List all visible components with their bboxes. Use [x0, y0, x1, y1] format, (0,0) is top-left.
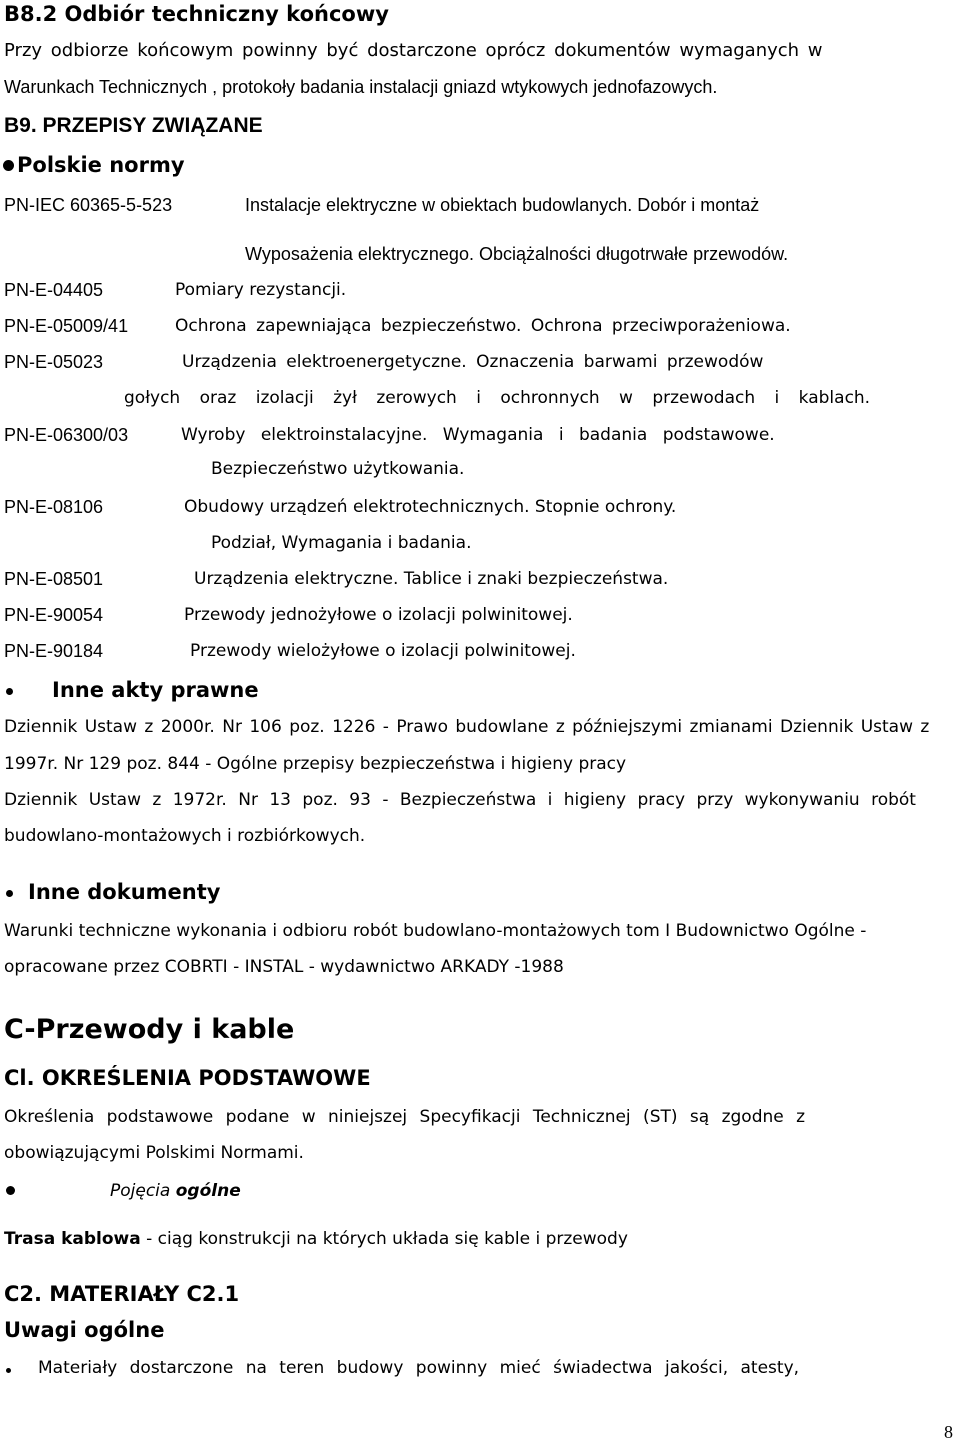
text: Dziennik Ustaw z 2000r. Nr 106 poz. 1226 - Prawo budowlane z późniejszymi zmianami Dziennik Ustaw z: [4, 717, 930, 737]
paragraph-line: Warunkach Technicznych , protokoły badania instalacji gniazd wtykowych jednofazowych.: [4, 77, 718, 97]
subheading-other-docs: Inne dokumenty: [28, 880, 221, 904]
section-heading-b8-2: B8.2 Odbiór techniczny końcowy: [4, 2, 389, 26]
paragraph-line: budowlano-montażowych i rozbiórkowych.: [4, 826, 366, 846]
definition-term: Trasa kablowa: [4, 1229, 141, 1249]
paragraph-line: obowiązującymi Polskimi Normami.: [4, 1143, 304, 1163]
paragraph-line: Warunki techniczne wykonania i odbioru robót budowlano-montażowych tom I Budownictwo Ogólne -: [4, 921, 867, 941]
bullet-icon: [6, 1368, 11, 1373]
bullet-icon: [6, 1186, 15, 1195]
concepts-word: Pojęcia: [110, 1181, 171, 1201]
norm-description: Pomiary rezystancji.: [175, 280, 347, 300]
section-heading-c2: C2. MATERIAŁY C2.1: [4, 1282, 240, 1306]
definition-line: [4, 1231, 628, 1248]
subheading-polish-norms: Polskie normy: [17, 153, 185, 177]
bullet-icon: [6, 890, 13, 897]
bullet-icon: [3, 160, 14, 171]
bullet-icon: [6, 688, 13, 695]
paragraph-line: Określenia podstawowe podane w niniejszej Specyfikacji Technicznej (ST) są zgodne z: [4, 1107, 806, 1127]
norm-code: PN-E-04405: [4, 280, 104, 300]
paragraph-line: [4, 719, 949, 736]
norm-code: PN-E-06300/03: [4, 425, 129, 445]
norm-description: Wyposażenia elektrycznego. Obciążalności długotrwałe przewodów.: [245, 244, 789, 264]
norm-description: Przewody wielożyłowe o izolacji polwinitowej.: [190, 641, 576, 661]
concepts-word-bold: ogólne: [175, 1181, 241, 1201]
norm-description: Urządzenia elektryczne. Tablice i znaki bezpieczeństwa.: [194, 569, 669, 589]
norm-description: Bezpieczeństwo użytkowania.: [211, 459, 465, 479]
norm-code: PN-E-08106: [4, 497, 104, 517]
norm-code: PN-E-08501: [4, 569, 104, 589]
section-heading-b9: B9. PRZEPISY ZWIĄZANE: [4, 114, 263, 137]
norm-description: Podział, Wymagania i badania.: [211, 533, 472, 553]
norm-code: PN-IEC 60365-5-523: [4, 195, 173, 215]
paragraph-line: opracowane przez COBRTI - INSTAL - wydawnictwo ARKADY -1988: [4, 957, 564, 977]
norm-description: Przewody jednożyłowe o izolacji polwinitowej.: [184, 605, 573, 625]
paragraph-line: Dziennik Ustaw z 1972r. Nr 13 poz. 93 - Bezpieczeństwa i higieny pracy przy wykonywaniu robót: [4, 790, 916, 810]
page-number: 8: [944, 1422, 953, 1442]
paragraph-line: 1997r. Nr 129 poz. 844 - Ogólne przepisy bezpieczeństwa i higieny pracy: [4, 754, 627, 774]
norm-code: PN-E-05023: [4, 352, 104, 372]
chapter-heading-c: C-Przewody i kable: [4, 1014, 295, 1045]
paragraph-line: Materiały dostarczone na teren budowy powinny mieć świadectwa jakości, atesty,: [38, 1358, 800, 1378]
section-heading-c1: Cl. OKREŚLENIA PODSTAWOWE: [4, 1066, 371, 1090]
norm-description: Obudowy urządzeń elektrotechnicznych. Stopnie ochrony.: [184, 497, 677, 517]
norm-code: PN-E-90184: [4, 641, 104, 661]
paragraph-line: [4, 42, 857, 60]
subheading-concepts: [110, 1183, 241, 1200]
norm-code: PN-E-05009/41: [4, 316, 129, 336]
text: Przy odbiorze końcowym powinny być dostarczone oprócz dokumentów wymaganych w: [4, 40, 823, 61]
norm-description: Wyroby elektroinstalacyjne. Wymagania i badania podstawowe.: [181, 425, 775, 445]
definition-text: - ciąg konstrukcji na których układa się kable i przewody: [140, 1229, 628, 1249]
norm-description: Ochrona zapewniająca bezpieczeństwo. Ochrona przeciwporażeniowa.: [175, 316, 791, 336]
section-heading-c21: Uwagi ogólne: [4, 1318, 165, 1342]
norm-code: PN-E-90054: [4, 605, 104, 625]
norm-description: Instalacje elektryczne w obiektach budowlanych. Dobór i montaż: [245, 195, 760, 215]
norm-description: Urządzenia elektroenergetyczne. Oznaczenia barwami przewodów: [182, 352, 764, 372]
norm-description: gołych oraz izolacji żył zerowych i ochronnych w przewodach i kablach.: [124, 388, 871, 408]
subheading-other-acts: Inne akty prawne: [52, 678, 259, 702]
